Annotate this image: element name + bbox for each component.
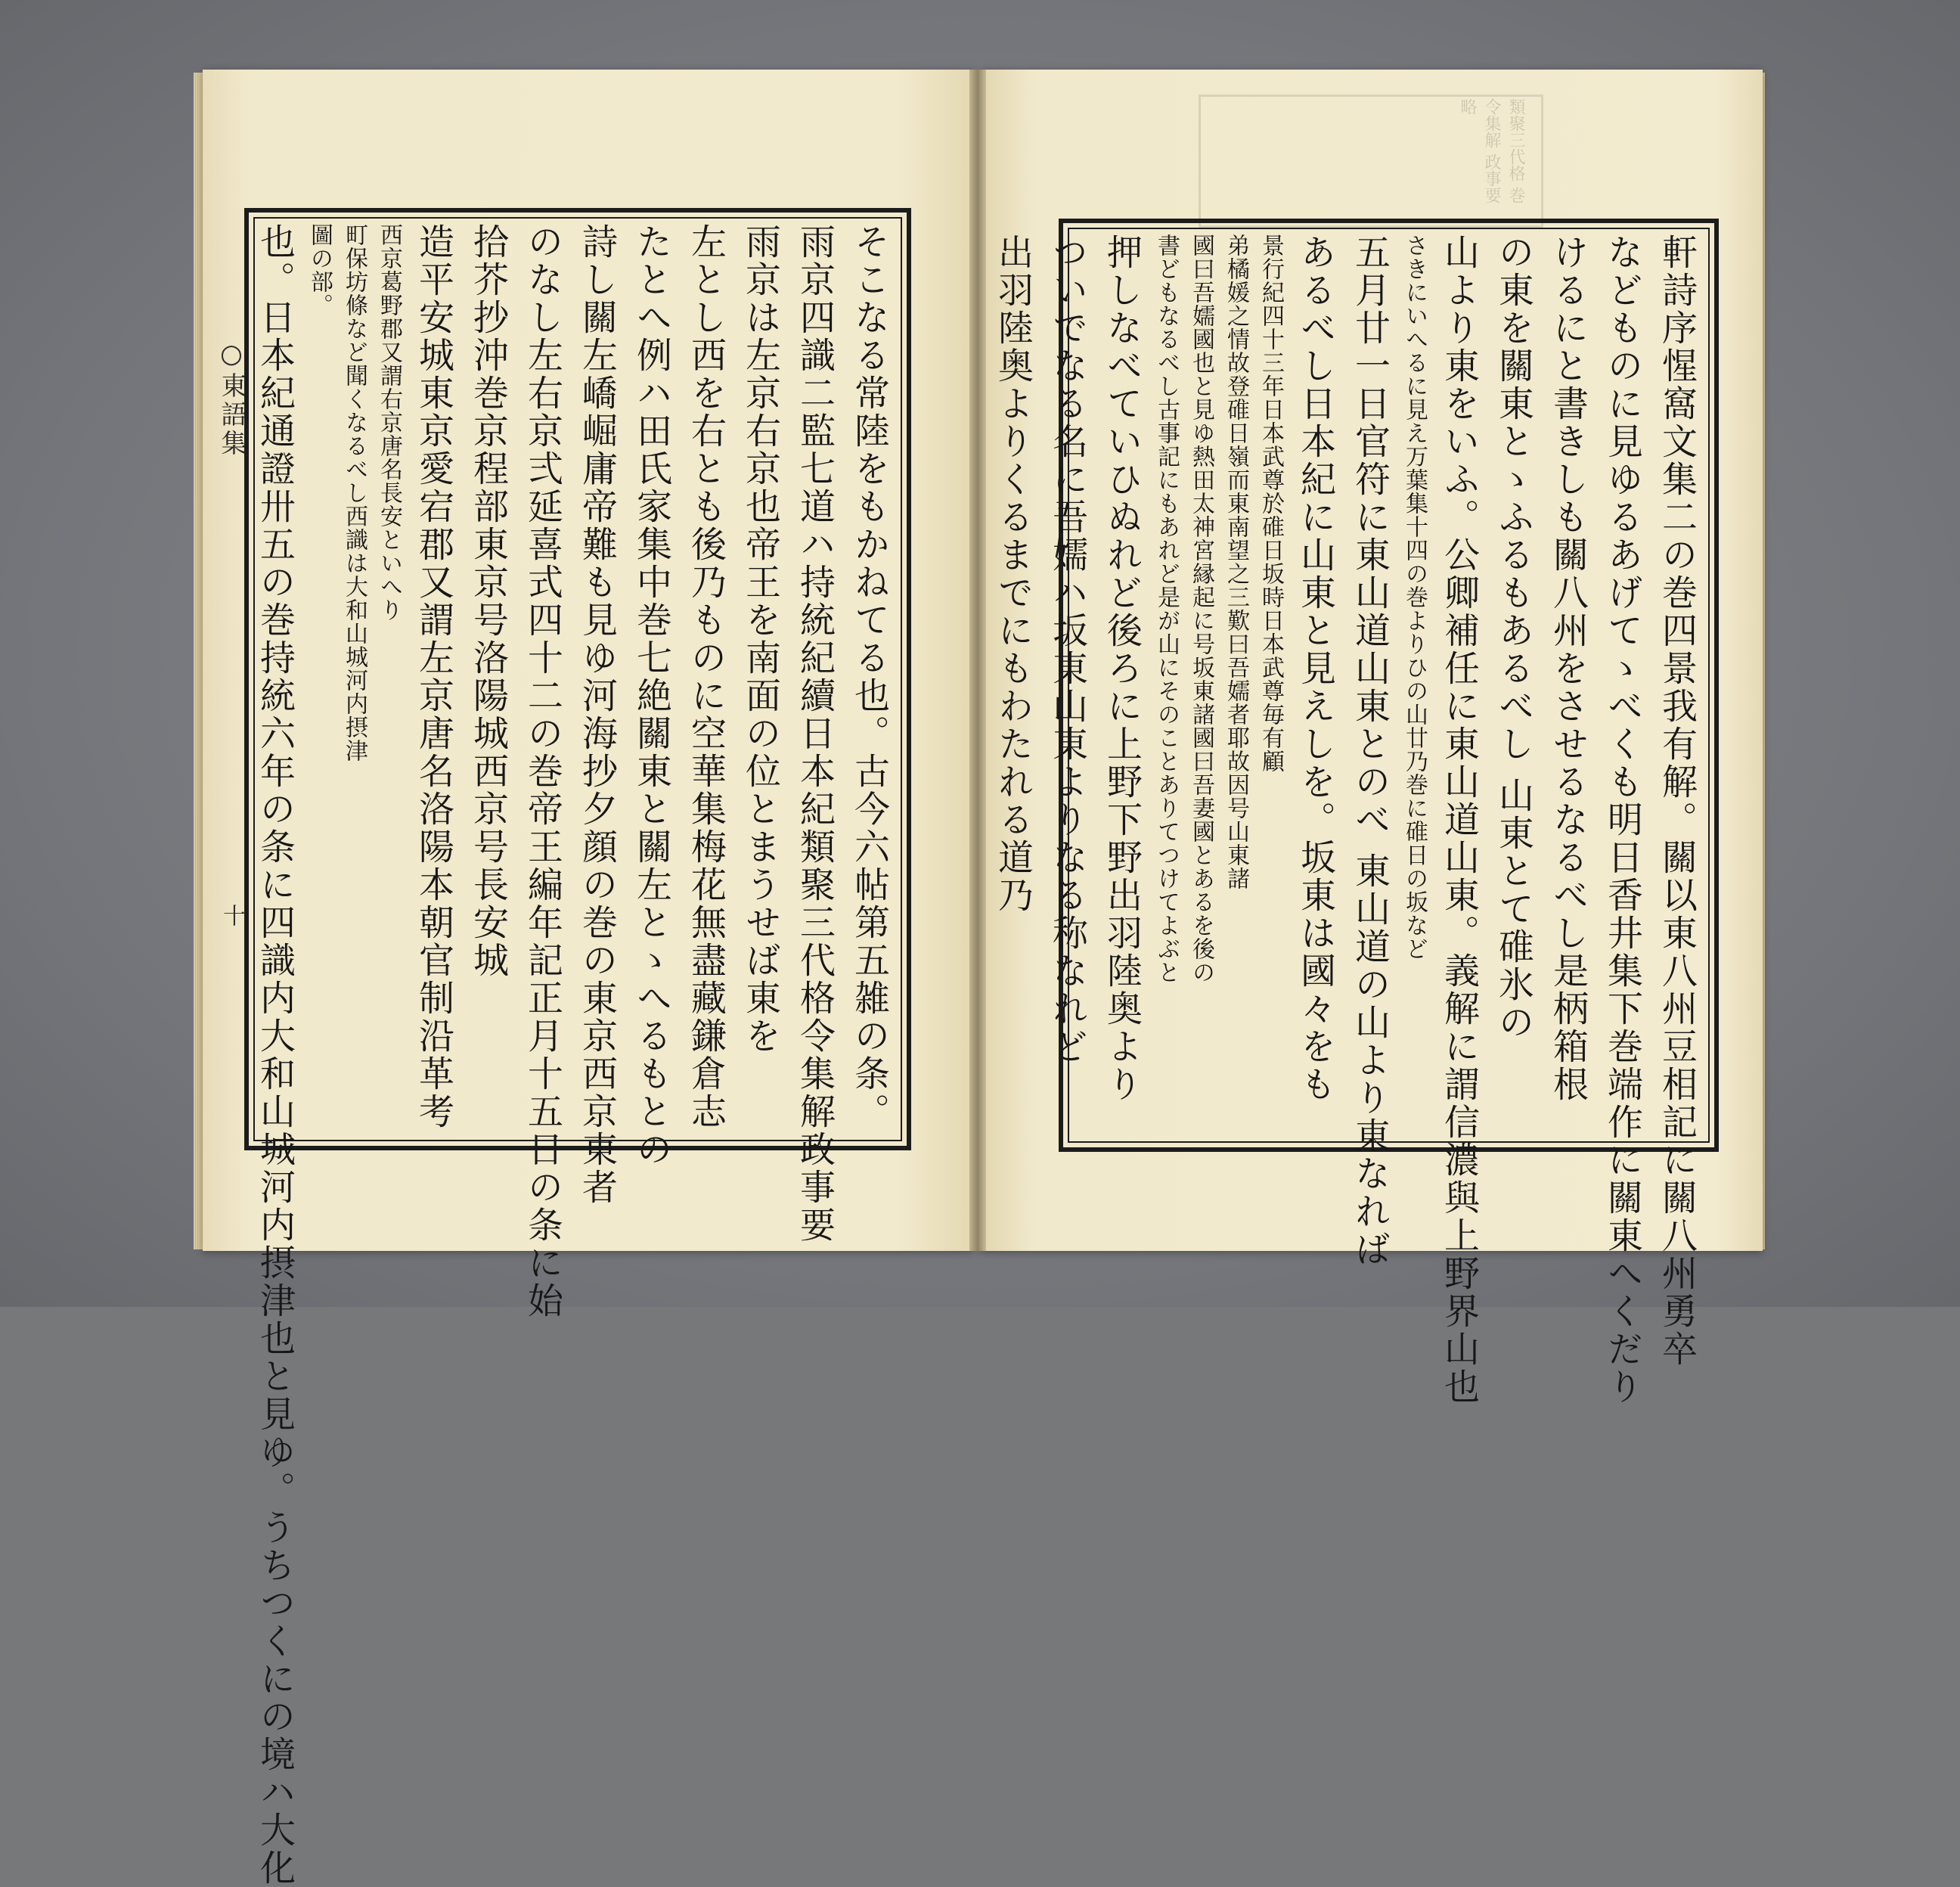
margin-folio-number: 十 bbox=[219, 904, 245, 926]
text-column: などものに見ゆるあげてゝべくも明日香井集下巻端作に關東へくだり bbox=[1602, 234, 1643, 1406]
text-column: ついでなる名に吾嬬ハ坂東山東よりなる称なれど bbox=[1047, 234, 1088, 1066]
text-column: 山より東をいふ。公卿補任に東山道山東。義解に謂信濃與上野界山也 bbox=[1438, 234, 1480, 1406]
text-column-small: 西京葛野郡又謂右京唐名長安といへり bbox=[376, 223, 402, 622]
text-column-small: 國曰吾嬬國也と見ゆ熱田太神宮縁起に号坂東諸國曰吾妻國とあるを後の bbox=[1188, 234, 1214, 984]
text-column: たとへ例ハ田氏家集中巻七絶關東と關左とゝへるもとの bbox=[631, 223, 672, 1169]
text-column: あるべし日本紀に山東と見えしを。坂東は國々をも bbox=[1295, 234, 1336, 1103]
text-column: 詩し關左嶠崛庸帝難も見ゆ河海抄夕顔の巻の東京西京東者 bbox=[576, 223, 618, 1206]
text-column: 雨京四識二監七道ハ持統紀續日本紀類聚三代格令集解政事要 bbox=[794, 223, 836, 1244]
text-column-small: 町保坊條など聞くなるべし西識は大和山城河内摂津 bbox=[341, 223, 368, 762]
text-column: 拾芥抄沖巻京程部東京号洛陽城西京号長安城 bbox=[467, 223, 509, 979]
text-column: そこなる常陸をもかねてる也。古今六帖第五雑の条。 bbox=[848, 223, 890, 1131]
text-column: 軒詩序惺窩文集二の巻四景我有解。關以東八州豆相記に關八州勇卒 bbox=[1656, 234, 1698, 1368]
text-column: 左とし西を右とも後乃ものに空華集梅花無盡藏鎌倉志 bbox=[685, 223, 727, 1131]
book-gutter bbox=[969, 70, 986, 1251]
text-column: けるにと書きしも關八州をさせるなるべし是柄箱根 bbox=[1547, 234, 1589, 1103]
right-text-body bbox=[992, 234, 1704, 1406]
text-column-small: 景行紀四十三年日本武尊於碓日坂時日本武尊毎有顧 bbox=[1258, 234, 1284, 773]
text-column: 五月廿一日官符に東山道山東とのべ 東山道の山より東なれば bbox=[1349, 234, 1391, 1268]
text-column: 出羽陸奥よりくるまでにもわたれる道乃 bbox=[992, 234, 1034, 914]
text-column: 也。日本紀通證卅五の巻持統六年の条に四識内大和山城河内摂津也と見ゆ。うちつくにの境ハ大化 bbox=[254, 223, 296, 1887]
text-column: のなし左右京弍延喜式四十二の巻帝王編年記正月十五日の条に始 bbox=[522, 223, 563, 1320]
text-column: 雨京は左京右京也帝王を南面の位とまうせば東を bbox=[740, 223, 781, 1055]
text-column: の東を關東とゝふるもあるべし 山東とて碓氷の bbox=[1493, 234, 1534, 1041]
text-column-small: さきにいへるに見え万葉集十四の巻よりひの山廿乃巻に碓日の坂など bbox=[1401, 234, 1428, 961]
text-column-small: 書どもなるべし古事記にもあれど是が山にそのことありてつけてよぶと bbox=[1153, 234, 1180, 984]
text-column: 造平安城東京愛宕郡又謂左京唐名洛陽本朝官制沿革考 bbox=[413, 223, 454, 1131]
text-column-small: 弟橘媛之情故登碓日嶺而東南望之三歎曰吾嬬者耶故因号山東諸 bbox=[1223, 234, 1249, 890]
left-text-body bbox=[254, 223, 896, 1887]
right-text-frame bbox=[992, 219, 1719, 1406]
text-column: 押しなべていひぬれど後ろに上野下野出羽陸奥より bbox=[1101, 234, 1143, 1103]
margin-book-title: ○東語集 bbox=[216, 339, 247, 458]
text-column-small: 圖の部。 bbox=[306, 223, 333, 317]
left-text-frame bbox=[244, 208, 911, 1887]
bleed-through-text: 類聚三代格 巻 令集解 政事要略 bbox=[1458, 98, 1525, 203]
